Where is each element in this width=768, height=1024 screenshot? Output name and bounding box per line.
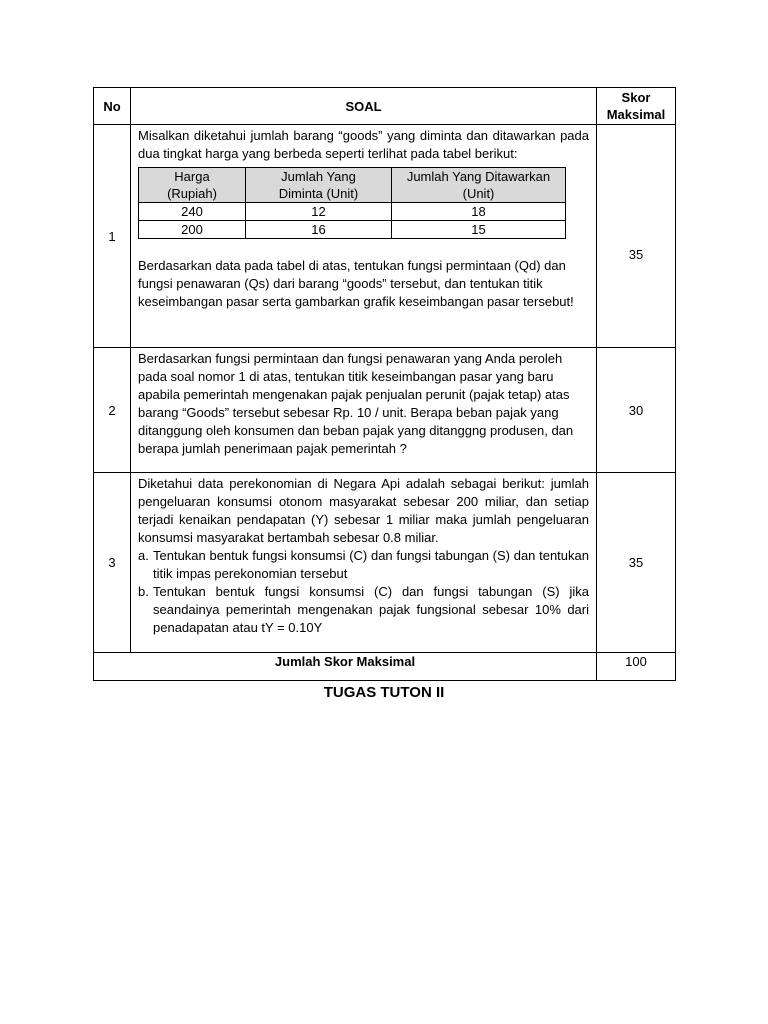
- row-number: 2: [94, 348, 131, 473]
- question-cell: [131, 473, 597, 653]
- item-text: Tentukan bentuk fungsi konsumsi (C) dan fungsi tabungan (S) dan tentukan titik impas perekonomian tersebut: [153, 548, 589, 581]
- list-item: [138, 583, 589, 637]
- header-soal: SOAL: [131, 88, 597, 125]
- item-marker: b.: [138, 584, 149, 599]
- item-text: Tentukan bentuk fungsi konsumsi (C) dan fungsi tabungan (S) jika seandainya pemerintah mengenakan pajak fungsional sebesar 10% dari penadapatan atau tY = 0.10Y: [153, 584, 589, 635]
- total-value: 100: [597, 653, 676, 681]
- question-intro: Diketahui data perekonomian di Negara Api adalah sebagai berikut: jumlah pengeluaran konsumsi otonom masyarakat sebesar 200 miliar, dan setiap terjadi kenaikan pendapatan (Y) sebesar 1 miliar maka jumlah pengeluaran konsumsi masyarakat bertambah sebesar 0.8 miliar.: [138, 476, 589, 545]
- sub-cell: 18: [392, 203, 566, 221]
- question-cell: [131, 348, 597, 473]
- question-text: Berdasarkan fungsi permintaan dan fungsi penawaran yang Anda peroleh pada soal nomor 1 di atas, tentukan titik keseimbangan pasar yang baru apabila pemerintah mengenakan pajak penjualan perunit (pajak tetap) atas barang “Goods” tersebut sebesar Rp. 10 / unit. Berapa beban pajak yang ditanggung oleh konsumen dan beban pajak yang ditanggng produsen, dan berapa jumlah penerimaan pajak pemerintah ?: [138, 351, 574, 456]
- sub-header-diminta: Jumlah Yang Diminta (Unit): [246, 168, 392, 203]
- sub-cell: 240: [139, 203, 246, 221]
- table-row: [94, 348, 676, 473]
- score-cell: 30: [597, 348, 676, 473]
- page-title: TUGAS TUTON II: [323, 684, 445, 701]
- sub-cell: 16: [246, 221, 392, 239]
- item-marker: a.: [138, 548, 149, 563]
- sub-table-header: [139, 168, 566, 203]
- price-quantity-table: [138, 167, 566, 239]
- total-label: Jumlah Skor Maksimal: [94, 653, 597, 681]
- sub-header-harga: Harga (Rupiah): [139, 168, 246, 203]
- sub-cell: 15: [392, 221, 566, 239]
- row-number: 3: [94, 473, 131, 653]
- table-row: [94, 473, 676, 653]
- question-cell: [131, 125, 597, 348]
- sub-header-ditawarkan: Jumlah Yang Ditawarkan (Unit): [392, 168, 566, 203]
- header-row: [94, 88, 676, 125]
- sub-cell: 12: [246, 203, 392, 221]
- sub-question-list: [138, 547, 589, 637]
- score-cell: 35: [597, 473, 676, 653]
- row-number: 1: [94, 125, 131, 348]
- score-cell: 35: [597, 125, 676, 348]
- header-no: No: [94, 88, 131, 125]
- question-intro: Misalkan diketahui jumlah barang “goods” yang diminta dan ditawarkan pada dua tingkat harga yang berbeda seperti terlihat pada tabel berikut:: [138, 128, 589, 161]
- table-row: [94, 125, 676, 348]
- list-item: [138, 547, 589, 583]
- question-text: Berdasarkan data pada tabel di atas, tentukan fungsi permintaan (Qd) dan fungsi penawaran (Qs) dari barang “goods” tersebut, dan tentukan titik keseimbangan pasar serta gambarkan grafik keseimbangan pasar tersebut!: [138, 258, 574, 309]
- header-skor: Skor Maksimal: [597, 88, 676, 125]
- sub-table-row: [139, 203, 566, 221]
- sub-table-row: [139, 221, 566, 239]
- total-row: [94, 653, 676, 681]
- sub-cell: 200: [139, 221, 246, 239]
- assignment-table: [93, 87, 676, 681]
